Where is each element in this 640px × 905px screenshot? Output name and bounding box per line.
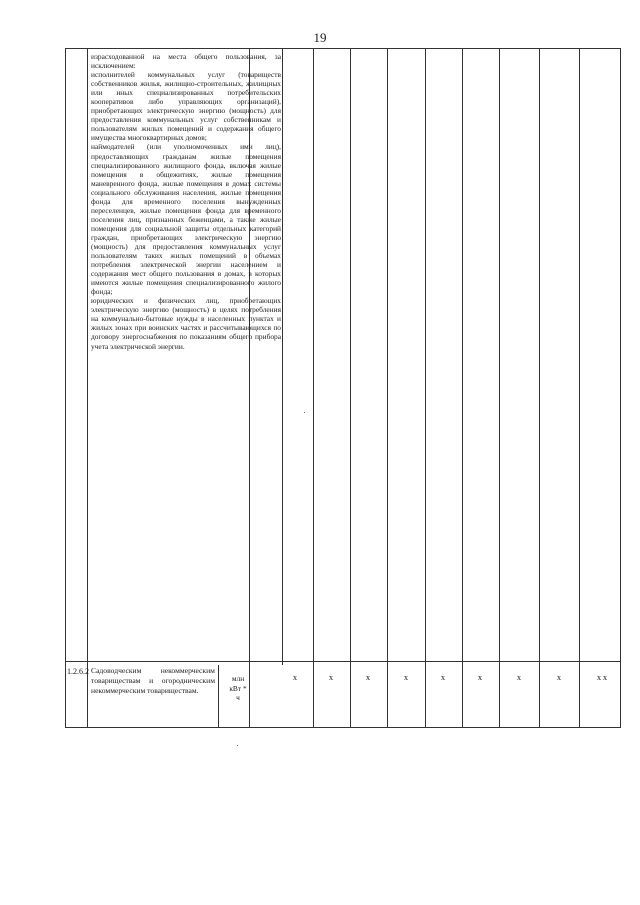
tariff-table [65,48,620,728]
scan-speck [237,745,238,746]
row1-paragraph: исполнителей коммунальных услуг (товариществ собственников жилья, жилищно-строительных, жилищных или иных специализированных потребительских кооперативов либо управляющих организаций), приобретающих электрическую энергию (мощность) для предоставления коммунальных услуг собственникам и пользователям жилых помещений и содержания общего имущества многоквартирных домов; [91,70,281,143]
row2-value-cell: х [477,672,483,682]
row1-paragraph: юридических и физических лиц, приобретающих электрическую энергию (мощность) в целях потребления на коммунально-бытовые нужды в населенных пунктах и жилых зонах при воинских частях и рассчитывающихся по договору энергоснабжения по показаниям общего прибора учета электрической энергии. [91,296,281,351]
row1-description [91,52,281,351]
row1-paragraph: израсходованной на места общего пользования, за исключением: [91,52,281,71]
scan-speck [304,412,305,413]
row1-paragraph: наймодателей (или уполномоченных ими лиц), предоставляющих гражданам жилые помещения специализированного жилищного фонда, включая жилые помещения в общежитиях, жилые помещения маневренного фонда, жилые помещения в домах системы социального обслуживания населения, жилые помещения фонда для временного поселения вынужденных переселенцев, жилые помещения фонда для временного поселения лиц, признанных беженцами, а также жилые помещения для социальной защиты отдельных категорий граждан, приобретающих электрическую энергию (мощность) для предоставления коммунальных услуг пользователям таких жилых помещений в объемах потребления электрической энергии населением и содержания мест общего пользования в домах, в которых имеются жилые помещения специализированного жилого фонда; [91,142,281,297]
row2-unit: млн кВт * ч [229,674,247,702]
row2-value-cell: х [596,672,602,682]
row2-value-cell: х [365,672,371,682]
row2-value-cell: х [403,672,409,682]
row2-value-cell: х [602,672,608,682]
row2-value-cell: х [556,672,562,682]
row2-value-cell: х [516,672,522,682]
row2-description: Садоводческим некоммерческим товариществам и огородническим некоммерческим товариществам. [91,666,215,695]
row2-number: 1.2.6.2 [67,667,89,676]
row2-value-cell: х [440,672,446,682]
row2-value-cell: х [292,672,298,682]
row2-value-cell: х [328,672,334,682]
page-number: 19 [313,30,327,45]
